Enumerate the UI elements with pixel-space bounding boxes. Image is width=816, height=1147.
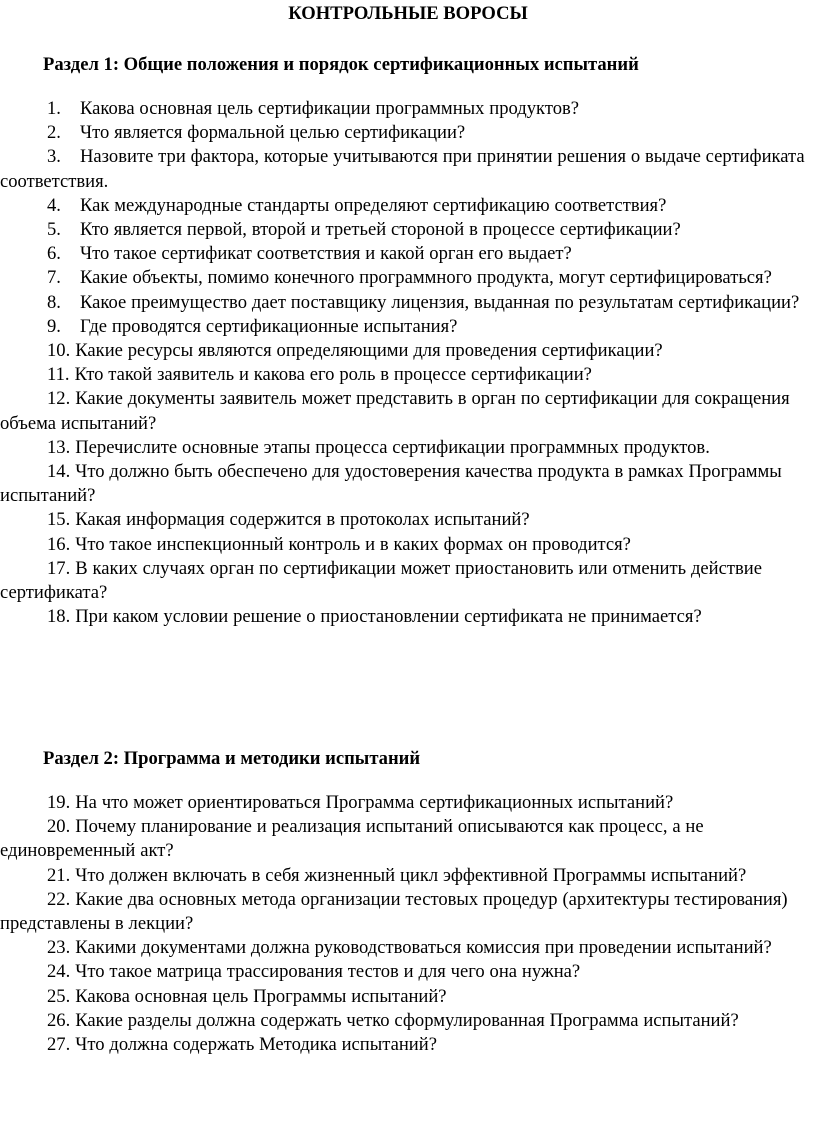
question-number: 4. — [47, 194, 61, 216]
question-text: Какая информация содержится в протоколах испытаний? — [75, 509, 530, 531]
question-item — [0, 339, 816, 363]
question-text: Какие объекты, помимо конечного программного продукта, могут сертифицироваться? — [80, 267, 772, 289]
question-item — [0, 97, 816, 121]
question-number: 16. — [47, 533, 71, 555]
question-item — [0, 194, 816, 218]
question-number: 15. — [47, 509, 71, 531]
question-item — [0, 291, 816, 315]
question-text: Где проводятся сертификационные испытания? — [80, 315, 458, 337]
question-text: Какие документы заявитель может представить в орган по сертификации для сокращения объема испытаний? — [0, 388, 790, 434]
question-text: В каких случаях орган по сертификации может приостановить или отменить действие сертификата? — [0, 557, 762, 604]
question-number: 26. — [47, 1009, 71, 1031]
question-number: 6. — [47, 243, 61, 265]
question-item — [0, 460, 816, 508]
question-text: Кто является первой, второй и третьей стороной в процессе сертификации? — [80, 219, 681, 241]
question-item — [0, 242, 816, 266]
question-number: 20. — [47, 816, 71, 838]
question-item — [0, 266, 816, 290]
question-number: 11. — [47, 364, 70, 386]
question-item — [0, 315, 816, 339]
question-text: Что такое инспекционный контроль и в каких формах он проводится? — [75, 533, 631, 555]
question-item — [0, 888, 816, 936]
question-number: 3. — [47, 146, 61, 168]
question-item — [0, 960, 816, 984]
question-number: 18. — [47, 606, 71, 628]
question-text: Какие ресурсы являются определяющими для проведения сертификации? — [75, 340, 663, 362]
section-heading: Раздел 2: Программа и методики испытаний — [43, 748, 421, 769]
question-text: Назовите три фактора, которые учитываются при принятии решения о выдаче сертификата соответствия. — [0, 146, 805, 192]
question-number: 27. — [47, 1034, 71, 1056]
section-heading: Раздел 1: Общие положения и порядок сертификационных испытаний — [43, 54, 639, 75]
question-number: 1. — [47, 98, 61, 119]
question-text: При каком условии решение о приостановлении сертификата не принимается? — [75, 606, 702, 628]
question-text: Перечислите основные этапы процесса сертификации программных продуктов. — [75, 436, 710, 458]
question-text: Что является формальной целью сертификации? — [80, 122, 466, 144]
question-text: На что может ориентироваться Программа сертификационных испытаний? — [75, 792, 674, 813]
question-text: Почему планирование и реализация испытаний описываются как процесс, а не единовременный акт? — [0, 816, 704, 862]
question-text: Какова основная цель Программы испытаний? — [75, 985, 447, 1007]
question-item — [0, 533, 816, 557]
question-item — [0, 791, 816, 815]
question-item — [0, 605, 816, 629]
question-item — [0, 985, 816, 1009]
question-number: 12. — [47, 388, 71, 410]
question-number: 13. — [47, 436, 71, 458]
question-number: 7. — [47, 267, 61, 289]
question-text: Как международные стандарты определяют сертификацию соответствия? — [80, 194, 667, 216]
question-item — [0, 363, 816, 387]
question-text: Какие разделы должна содержать четко сформулированная Программа испытаний? — [75, 1009, 739, 1031]
question-text: Что должно быть обеспечено для удостоверения качества продукта в рамках Программы испытаний? — [0, 461, 782, 507]
question-number: 9. — [47, 315, 61, 337]
question-text: Что должна содержать Методика испытаний? — [75, 1034, 437, 1056]
question-item — [0, 218, 816, 242]
question-number: 5. — [47, 219, 61, 241]
question-number: 19. — [47, 792, 71, 813]
question-text: Что должен включать в себя жизненный цикл эффективной Программы испытаний? — [75, 864, 747, 886]
question-item — [0, 121, 816, 145]
question-item — [0, 436, 816, 460]
question-number: 17. — [47, 557, 71, 579]
question-list — [0, 97, 816, 629]
question-item — [0, 1033, 816, 1057]
question-number: 2. — [47, 122, 61, 144]
question-number: 8. — [47, 291, 61, 313]
question-text: Что такое сертификат соответствия и какой орган его выдает? — [80, 243, 572, 265]
question-item — [0, 864, 816, 888]
question-number: 22. — [47, 888, 71, 910]
question-number: 23. — [47, 937, 71, 959]
question-list — [0, 791, 816, 1057]
question-text: Какое преимущество дает поставщику лицензия, выданная по результатам сертификации? — [80, 291, 800, 313]
question-text: Кто такой заявитель и какова его роль в процессе сертификации? — [74, 364, 592, 386]
question-number: 21. — [47, 864, 71, 886]
question-item — [0, 936, 816, 960]
question-number: 24. — [47, 961, 71, 983]
question-text: Какова основная цель сертификации программных продуктов? — [80, 98, 580, 119]
question-text: Какие два основных метода организации тестовых процедур (архитектуры тестирования) представлены в лекции? — [0, 888, 788, 935]
question-item — [0, 508, 816, 532]
question-number: 25. — [47, 985, 71, 1007]
question-number: 10. — [47, 340, 71, 362]
question-item — [0, 387, 816, 435]
question-item — [0, 145, 816, 193]
question-item — [0, 557, 816, 605]
question-text: Какими документами должна руководствоваться комиссия при проведении испытаний? — [75, 937, 772, 959]
question-item — [0, 815, 816, 863]
question-item — [0, 1009, 816, 1033]
document-title: КОНТРОЛЬНЫЕ ВОРОСЫ — [288, 3, 528, 24]
question-number: 14. — [47, 461, 71, 483]
question-text: Что такое матрица трассирования тестов и для чего она нужна? — [75, 961, 581, 983]
